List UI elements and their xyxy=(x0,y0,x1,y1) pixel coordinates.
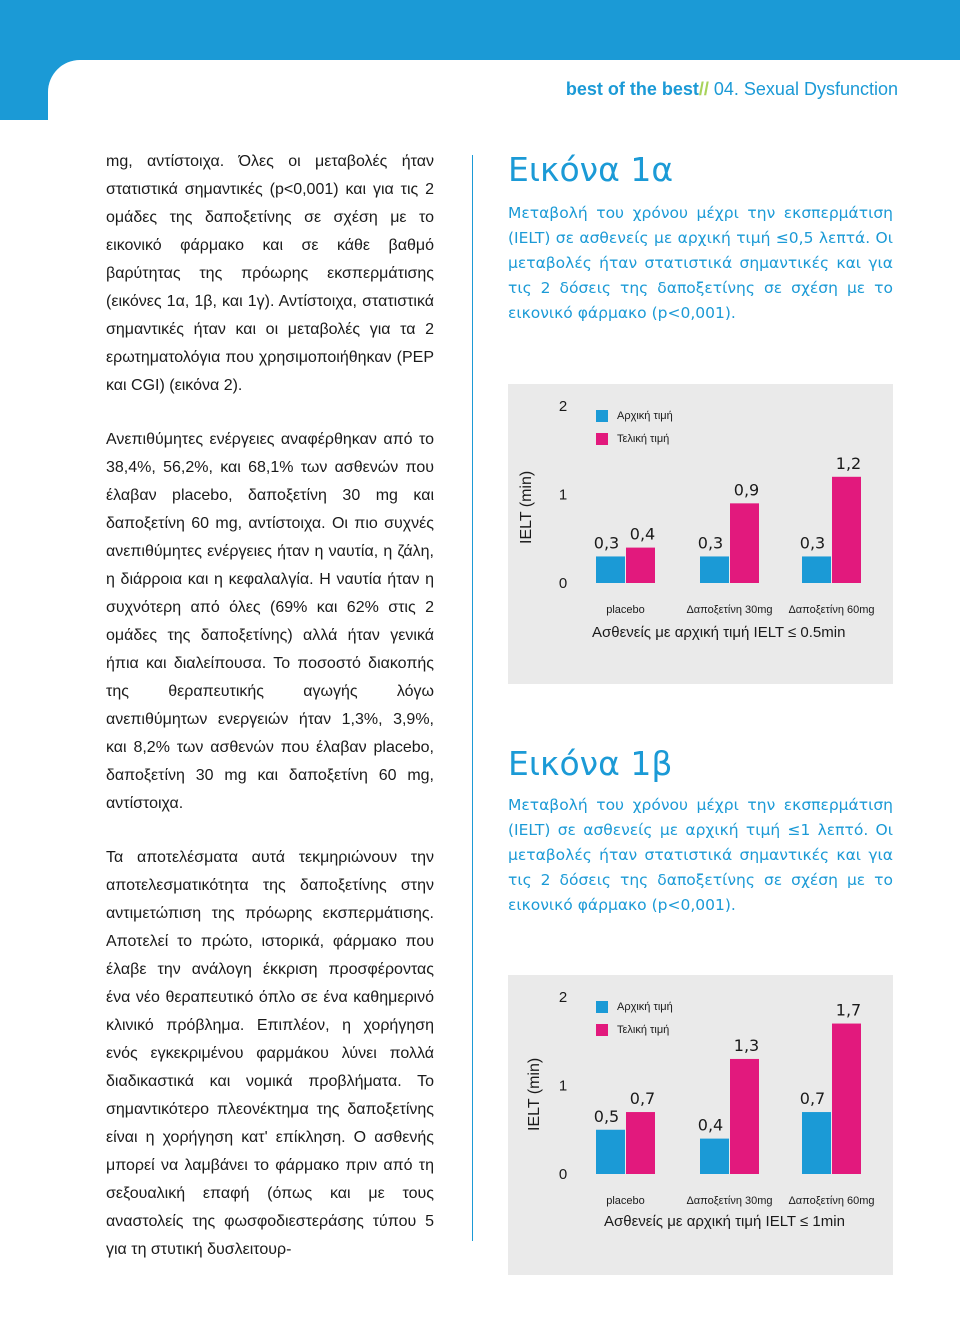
x-axis-label: Ασθενείς με αρχική τιμή IELT ≤ 0.5min xyxy=(592,624,846,641)
legend-item-baseline xyxy=(596,1000,673,1014)
bar-baseline xyxy=(700,1139,729,1174)
y-tick-label: 1 xyxy=(558,486,568,504)
figure-1b-chart xyxy=(508,975,893,1275)
bar-final xyxy=(626,1112,655,1174)
category-label: Δαποξετίνη 30mg xyxy=(686,604,773,616)
data-label: 1,3 xyxy=(733,1035,760,1055)
figure-1b-caption: Μεταβολή του χρόνου μέχρι την εκσπερμάτιση (IELT) σε ασθενείς με αρχική τιμή ≤1 λεπτό. Οι μεταβολές ήταν στατιστικά σημαντικές και για τις 2 δόσεις της δαποξετίνης σε σχέση με το εικονικό φάρμακο (p<0,001). xyxy=(508,796,893,914)
bar-baseline xyxy=(802,556,831,583)
y-tick-label: 0 xyxy=(558,575,568,592)
chart-legend xyxy=(596,1000,673,1046)
legend-swatch xyxy=(596,1024,608,1036)
category-label: Δαποξετίνη 60mg xyxy=(788,1195,875,1207)
bar-baseline xyxy=(802,1112,831,1174)
data-label: 1,2 xyxy=(835,453,862,473)
y-tick-label: 2 xyxy=(558,989,568,1006)
y-tick-label: 2 xyxy=(558,398,568,415)
y-tick-label: 0 xyxy=(558,1166,568,1183)
bar-final xyxy=(832,1024,861,1174)
bar-final xyxy=(730,1059,759,1174)
bar-baseline xyxy=(596,1130,625,1174)
category-label: Δαποξετίνη 30mg xyxy=(686,1195,773,1207)
body-paragraph: Ανεπιθύμητες ενέργειες αναφέρθηκαν από το 38,4%, 56,2%, και 68,1% των ασθενών που έλαβαν placebo, δαποξετίνη 30 mg και δαποξετίνη 60 mg, αντίστοιχα. Οι πιο συχνές ανεπιθύμητες ενέργειες ήταν η ναυτία, η ζάλη, η διάρροια και η κεφαλαλγία. Η ναυτία ήταν η συχνότερη από όλες (69% και 62% στις 2 ομάδες της δαποξετίνης) αλλά ήταν γενικά ήπια και διαλείπουσα. Το ποσοστό διακοπής της θεραπευτικής αγωγής λόγω ανεπιθύμητων ενεργειών ήταν 1,3%, 3,9%, και 8,2% των ασθενών που έλαβαν placebo, δαποξετίνη 30 mg και δαποξετίνη 60 mg, αντίστοιχα. xyxy=(106,431,434,812)
data-label: 0,3 xyxy=(799,533,826,553)
legend-label: Τελική τιμή xyxy=(617,1024,670,1036)
bar-baseline xyxy=(700,556,729,583)
data-label: 0,9 xyxy=(733,480,760,500)
data-label: 1,7 xyxy=(835,1000,862,1020)
bar-final xyxy=(730,503,759,583)
body-paragraph: mg, αντίστοιχα. Όλες οι μεταβολές ήταν στατιστικά σημαντικές (p<0,001) και για τις 2 ομάδες της δαποξετίνης σε σχέση με το εικονικό φάρμακο και σε κάθε βαθμό βαρύτητας της πρόωρης εκσπερμάτισης (εικόνες 1α, 1β, και 1γ). Αντίστοιχα, στατιστικά σημαντικές ήταν και οι μεταβολές για τα 2 ερωτηματολόγια που χρησιμοποιήθηκαν (PEP και CGI) (εικόνα 2). xyxy=(106,153,434,394)
bar-final xyxy=(832,477,861,583)
category-label: placebo xyxy=(606,1195,645,1207)
x-axis-label: Ασθενείς με αρχική τιμή IELT ≤ 1min xyxy=(604,1213,845,1230)
data-label: 0,3 xyxy=(593,533,620,553)
figure-1a-title: Εικόνα 1α xyxy=(508,150,674,189)
bar-baseline xyxy=(596,556,625,583)
body-text-column xyxy=(106,148,434,1290)
y-axis-label: IELT (min) xyxy=(518,470,535,544)
legend-swatch xyxy=(596,410,608,422)
data-label: 0,4 xyxy=(629,524,656,544)
header-brand: best of the best xyxy=(565,79,699,99)
legend-label: Τελική τιμή xyxy=(617,433,670,445)
legend-swatch xyxy=(596,1001,608,1013)
y-axis-label: IELT (min) xyxy=(526,1057,543,1131)
legend-item-baseline xyxy=(596,409,673,423)
chart-plot xyxy=(508,975,893,1275)
category-label: placebo xyxy=(606,604,645,616)
legend-label: Αρχική τιμή xyxy=(617,410,673,422)
data-label: 0,7 xyxy=(799,1089,826,1109)
header-separator: // xyxy=(698,79,709,99)
running-header xyxy=(566,79,898,100)
bar-final xyxy=(626,548,655,583)
legend-item-final xyxy=(596,432,673,446)
category-label: Δαποξετίνη 60mg xyxy=(788,604,875,616)
legend-swatch xyxy=(596,433,608,445)
legend-item-final xyxy=(596,1023,673,1037)
figure-1a-caption: Μεταβολή του χρόνου μέχρι την εκσπερμάτιση (IELT) σε ασθενείς με αρχική τιμή ≤0,5 λεπτά. Οι μεταβολές ήταν στατιστικά σημαντικές και για τις 2 δόσεις της δαποξετίνης σε σχέση με το εικονικό φάρμακο (p<0,001). xyxy=(508,204,893,322)
data-label: 0,4 xyxy=(697,1115,724,1135)
column-divider xyxy=(472,155,473,1241)
data-label: 0,7 xyxy=(629,1089,656,1109)
data-label: 0,5 xyxy=(593,1106,620,1126)
chart-legend xyxy=(596,409,673,455)
header-section: 04. Sexual Dysfunction xyxy=(708,79,898,99)
body-paragraph: Τα αποτελέσματα αυτά τεκμηριώνουν την αποτελεσματικότητα της δαποξετίνης στην αντιμετώπιση της πρόωρης εκσπερμάτισης. Αποτελεί το πρώτο, ιστορικά, φάρμακο που έλαβε την ανάλογη έκκριση προσφέροντας ένα νέο θεραπευτικό όπλο σε ένα καθημερινό κλινικό πρόβλημα. Επιπλέον, η χορήγηση ενός εγκεκριμένου φαρμάκου λύνει πολλά διαδικαστικά και νομικά προβλήματα. Το σημαντικότερο πλεονέκτημα της δαποξετίνης είναι η χορήγηση κατ' επίκληση. Ο ασθενής μπορεί να λαμβάνει το φάρμακο πριν από τη σεξουαλική επαφή (όπως και με τους αναστολείς της φωσφοδιεστεράσης τύπου 5 για τη στυτική δυσλειτουρ- xyxy=(106,849,434,1258)
figure-1a-chart xyxy=(508,384,893,684)
figure-1b-title: Εικόνα 1β xyxy=(508,744,673,783)
data-label: 0,3 xyxy=(697,533,724,553)
legend-label: Αρχική τιμή xyxy=(617,1001,673,1013)
y-tick-label: 1 xyxy=(558,1077,568,1095)
